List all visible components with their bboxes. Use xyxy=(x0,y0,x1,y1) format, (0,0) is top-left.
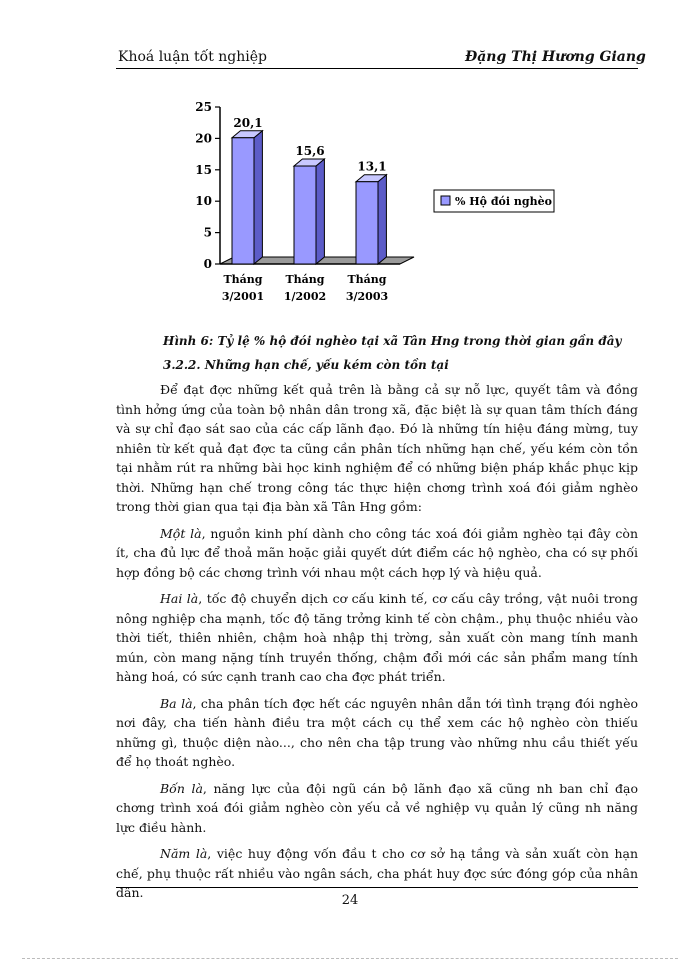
data-label: 15,6 xyxy=(295,144,325,159)
item-text: , nguồn kinh phí dành cho công tác xoá đói giảm nghèo tại đây còn ít, cha đủ lực để thoả mãn hoặc giải quyết dứt điểm các hộ nghèo, cha có sự phối hợp đồng bộ các chơng trình với nhau một cách hợp lý và hiệu quả. xyxy=(116,525,638,580)
bar xyxy=(356,182,378,264)
item-lead: Ba là xyxy=(160,695,193,711)
list-item xyxy=(116,779,638,838)
y-tick-label: 0 xyxy=(203,257,212,271)
y-tick-label: 20 xyxy=(195,131,212,146)
header-title: Khoá luận tốt nghiệp xyxy=(118,49,267,65)
bar xyxy=(294,166,316,264)
x-tick-label: Tháng xyxy=(285,273,325,286)
section-title: 3.2.2. Những hạn chế, yếu kém còn tồn tại xyxy=(163,358,449,372)
body-text xyxy=(116,380,638,910)
list-item xyxy=(116,524,638,583)
page-number: 24 xyxy=(341,893,359,908)
item-lead: Một là xyxy=(160,525,202,541)
item-text: , cha phân tích đợc hết các nguyên nhân dẫn tới tình trạng đói nghèo nơi đây, cha tiến hành điều tra một cách cụ thể xem các hộ nghèo còn thiếu những gì, thuộc diện nào..., cho nên cha tập trung vào những nhu cầu thiết yếu để họ thoát nghèo. xyxy=(116,695,638,769)
y-tick-label: 15 xyxy=(195,162,212,177)
x-tick-label: Tháng xyxy=(223,273,263,286)
bar xyxy=(232,138,254,264)
poverty-rate-chart xyxy=(180,92,560,312)
legend-label: % Hộ đói nghèo xyxy=(455,195,552,208)
item-lead: Bốn là xyxy=(160,780,203,796)
bar-side xyxy=(254,131,262,264)
page-edge xyxy=(22,958,678,959)
bar-side xyxy=(316,159,324,264)
header-rule xyxy=(116,68,638,69)
list-item xyxy=(116,694,638,772)
x-tick-label: 3/2001 xyxy=(221,290,265,303)
y-tick-label: 25 xyxy=(195,100,212,114)
item-text: , việc huy động vốn đầu t cho cơ sở hạ tầng và sản xuất còn hạn chế, phụ thuộc rất nhiều vào ngân sách, cha phát huy đợc sức đóng góp của nhân dân. xyxy=(116,846,639,900)
y-tick-label: 5 xyxy=(203,225,212,240)
x-tick-label: Tháng xyxy=(347,273,387,286)
intro-paragraph: Để đạt đợc những kết quả trên là bằng cả sự nỗ lực, quyết tâm và đồng tình hởng ứng của toàn bộ nhân dân trong xã, đặc biệt là sự quan tâm thích đáng và sự chỉ đạo sát sao của các cấp lãnh đạo. Đó là những tín hiệu đáng mừng, tuy nhiên từ kết quả đạt đợc ta cũng cần phân tích những hạn chế, yếu kém còn tồn tại nhằm rút ra những bài học kinh nghiệm để có những biện pháp khắc phục kịp thời. Những hạn chế trong công tác thực hiện chơng trình xoá đói giảm nghèo trong thời gian qua tại địa bàn xã Tân Hng gồm: xyxy=(116,382,638,514)
footer-rule xyxy=(116,887,638,888)
header-author: Đặng Thị Hương Giang xyxy=(465,49,646,65)
y-tick-label: 10 xyxy=(195,194,212,209)
item-text: , năng lực của đội ngũ cán bộ lãnh đạo xã cũng nh ban chỉ đạo chơng trình xoá đói giảm nghèo còn yếu cả về nghiệp vụ quản lý cũng nh năng lực điều hành. xyxy=(116,780,638,835)
legend-swatch xyxy=(441,196,450,205)
list-item xyxy=(116,589,638,687)
item-lead: Năm là xyxy=(160,846,208,861)
data-label: 13,1 xyxy=(357,159,387,174)
item-lead: Hai là xyxy=(160,591,199,606)
data-label: 20,1 xyxy=(233,115,263,130)
bar-side xyxy=(378,175,386,264)
x-tick-label: 3/2003 xyxy=(345,290,389,303)
item-text: , tốc độ chuyển dịch cơ cấu kinh tế, cơ cấu cây trồng, vật nuôi trong nông nghiệp cha mạnh, tốc độ tăng trởng kinh tế còn chậm., phụ thuộc nhiều vào thời tiết, thiên nhiên, chậm hoà nhập thị trờng, sản xuất còn mang tính manh mún, còn mang nặng tính truyền thống, chậm đổi mới các sản phẩm mang tính hàng hoá, có sức cạnh tranh cao cha đợc phát triển. xyxy=(116,591,638,684)
figure-caption: Hình 6: Tỷ lệ % hộ đói nghèo tại xã Tân Hng trong thời gian gần đây xyxy=(163,334,622,348)
x-tick-label: 1/2002 xyxy=(283,290,327,303)
